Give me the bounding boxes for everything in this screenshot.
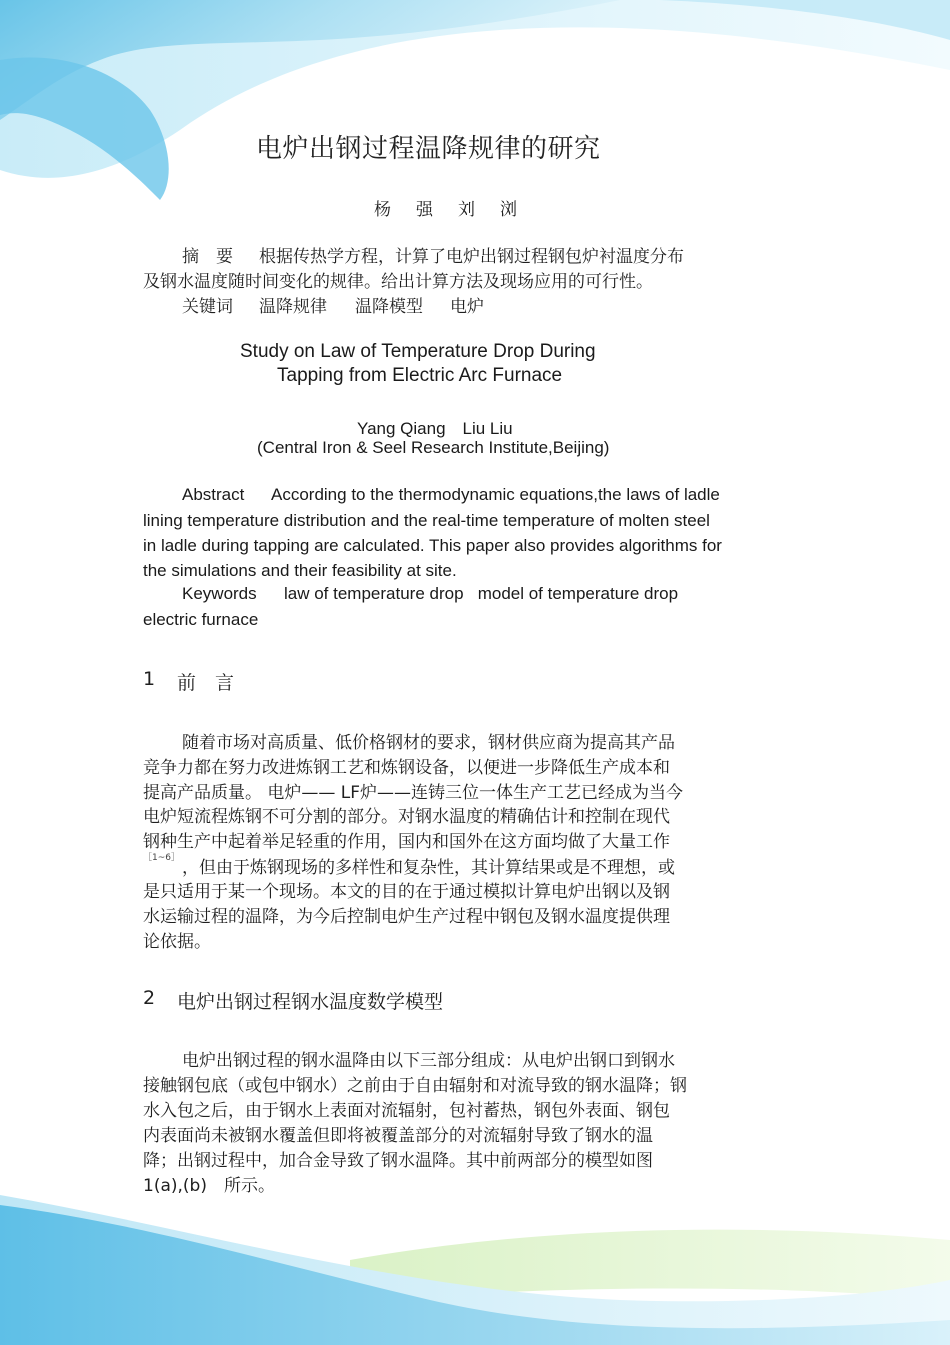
section-1-paragraph-line: 是只适用于某一个现场。本文的目的在于通过模拟计算电炉出钢以及钢 xyxy=(143,882,670,902)
section-1-paragraph-line: 钢种生产中起着举足轻重的作用，国内和国外在这方面均做了大量工作 xyxy=(143,832,670,852)
section-2-title: 电炉出钢过程钢水温度数学模型 xyxy=(177,991,444,1013)
authors-zh: 杨 强 刘 浏 xyxy=(374,200,521,220)
section-1-paragraph-line: 论依据。 xyxy=(143,932,211,952)
abstract-en-line-4: the simulations and their feasibility at site. xyxy=(143,561,457,580)
abstract-en-label: Abstract xyxy=(182,485,245,504)
keywords-en-label: Keywords xyxy=(182,584,257,603)
section-1-title: 前 言 xyxy=(177,672,235,694)
abstract-en-line-3: in ladle during tapping are calculated. This paper also provides algorithms for xyxy=(143,536,722,555)
section-1-paragraph-line: ，但由于炼钢现场的多样性和复杂性，其计算结果或是不理想，或 xyxy=(182,858,675,878)
keywords-zh-item: 温降规律 xyxy=(259,297,327,317)
section-1-number: 1 xyxy=(143,668,156,690)
abstract-zh-label: 摘 要 xyxy=(182,247,233,267)
section-1-paragraph-line: 竞争力都在努力改进炼钢工艺和炼钢设备，以便进一步降低生产成本和 xyxy=(143,758,670,778)
abstract-zh-line-1: 根据传热学方程，计算了电炉出钢过程钢包炉衬温度分布 xyxy=(259,247,684,267)
abstract-en-line-2: lining temperature distribution and the real-time temperature of molten steel xyxy=(143,511,710,530)
authors-en: Yang Qiang Liu Liu xyxy=(357,419,513,438)
section-1-paragraph-line: 水运输过程的温降，为今后控制电炉生产过程中钢包及钢水温度提供理 xyxy=(143,907,670,927)
section-2-number: 2 xyxy=(143,987,156,1009)
keywords-en-line-1: law of temperature drop model of temperature drop xyxy=(284,584,679,603)
keywords-zh-label: 关键词 xyxy=(182,297,233,317)
paper-title-en-line-2: Tapping from Electric Arc Furnace xyxy=(277,365,563,386)
section-2-paragraph-line: 1(a),(b) 所示。 xyxy=(143,1176,275,1196)
affiliation-en: (Central Iron & Seel Research Institute,Beijing) xyxy=(257,438,610,457)
paper-title-en-line-1: Study on Law of Temperature Drop During xyxy=(240,341,596,362)
section-2-paragraph-line: 电炉出钢过程的钢水温降由以下三部分组成：从电炉出钢口到钢水 xyxy=(182,1051,675,1071)
section-2-paragraph-line: 降；出钢过程中，加合金导致了钢水温降。其中前两部分的模型如图 xyxy=(143,1151,653,1171)
keywords-zh-item: 温降模型 xyxy=(355,297,423,317)
paper-title-zh: 电炉出钢过程温降规律的研究 xyxy=(256,134,601,164)
section-1-paragraph-line: 提高产品质量。 电炉—— LF炉——连铸三位一体生产工艺已经成为当今 xyxy=(143,783,684,803)
keywords-en-line-2: electric furnace xyxy=(143,610,259,629)
abstract-en-line-1: According to the thermodynamic equations,the laws of ladle xyxy=(271,485,720,504)
section-1-paragraph-line: 随着市场对高质量、低价格钢材的要求，钢材供应商为提高其产品 xyxy=(182,733,675,753)
section-2-paragraph-line: 内表面尚未被钢水覆盖但即将被覆盖部分的对流辐射导致了钢水的温 xyxy=(143,1126,653,1146)
keywords-zh-item: 电炉 xyxy=(450,297,484,317)
citation-reference: ［1~6］ xyxy=(143,853,180,863)
section-2-paragraph-line: 水入包之后，由于钢水上表面对流辐射，包衬蓄热，钢包外表面、钢包 xyxy=(143,1101,670,1121)
abstract-zh-line-2: 及钢水温度随时间变化的规律。给出计算方法及现场应用的可行性。 xyxy=(143,272,653,292)
section-2-paragraph-line: 接触钢包底（或包中钢水）之前由于自由辐射和对流导致的钢水温降；钢 xyxy=(143,1076,687,1096)
section-1-paragraph-line: 电炉短流程炼钢不可分割的部分。对钢水温度的精确估计和控制在现代 xyxy=(143,807,670,827)
